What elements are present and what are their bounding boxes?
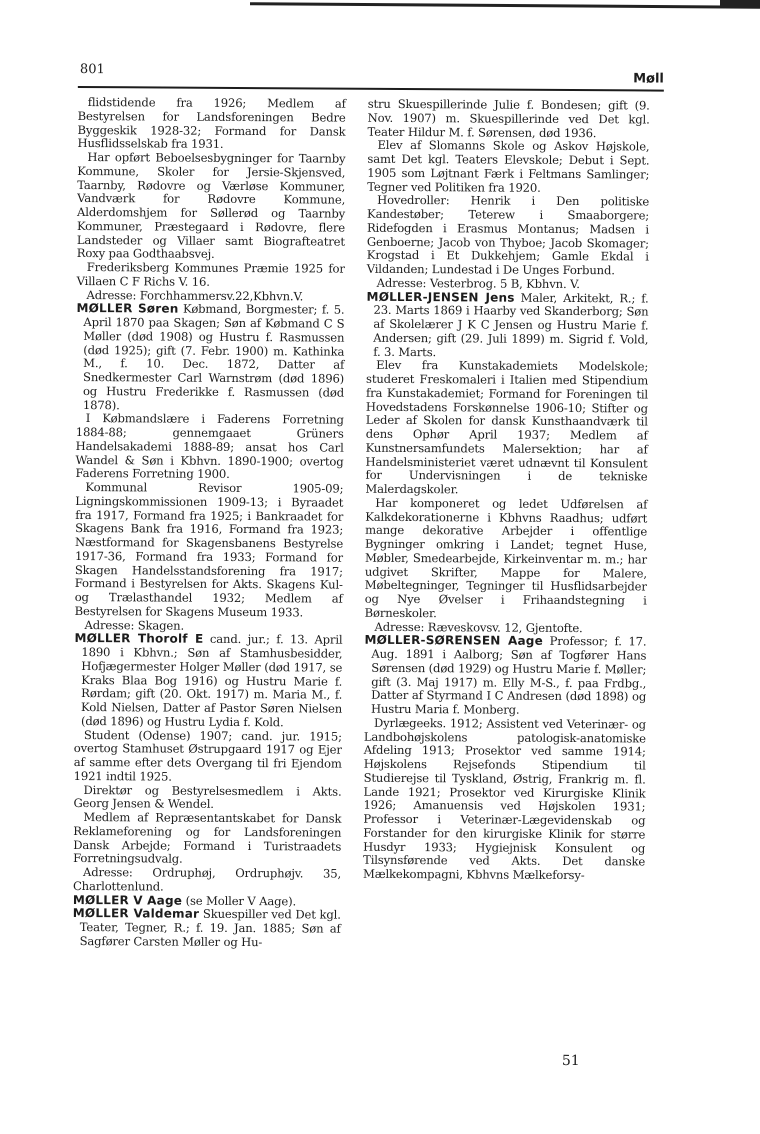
entry-paragraph: Frederiksberg Kommunes Præmie 1925 for Villaen C F Richs V. 16. [76, 260, 345, 289]
entry-paragraph: Medlem af Repræsentantskabet for Dansk Reklameforening og for Landsforeningen Dansk Arbejde; Formand i Turistraadets Forretningsudvalg. [73, 810, 342, 866]
scan-edge-mark [250, 2, 760, 9]
biography-entry [363, 634, 647, 883]
entry-intro: stru Skuespillerinde Julie f. Bondesen; gift (9. Nov. 1907) m. Skuespillerinde ved Det kgl. Teater Hildur M. f. Sørensen, død 1936. [367, 96, 650, 140]
entry-intro: Købmand, Borgmester; f. 5. April 1870 paa Skagen; Søn af Købmand C S Møller (død 1908) og Hustru f. Rasmussen (død 1925); gift (7. Febr. 1900) m. Kathinka M., f. 10. Dec. 1872, Datter af Snedkermester Carl Warnstrøm (død 1896) og Hustru Frederikke f. Rasmussen (død 1878). [82, 301, 345, 412]
scan-edge-mark [720, 0, 760, 7]
entry-first-line [366, 290, 648, 360]
entry-paragraph: Elev fra Kunstakademiets Modelskole; studeret Freskomaleri i Italien med Stipendium fra Kunstakademiet; Formand for Foreningen til Hovedstadens Forskønnelse 1906-10; Stifter og Leder af Skolen for dansk Kunsthaandværk til dens Ophør April 1937; Medlem af Kunstnersamfundets Malersektion; har af Handelsministeriet været udnævnt til Konsulent for Undervisningen i de tekniske Malerdagskoler. [365, 358, 649, 497]
entry-address: Adresse: Forchhammersv.22,Kbhvn.V. [86, 287, 304, 303]
entry-name: MØLLER Thorolf E [74, 631, 204, 647]
entry-name: MØLLER V Aage [72, 892, 183, 908]
entry-first-line [73, 907, 341, 950]
entry-paragraph: Kommunal Revisor 1905-09; Ligningskommissionen 1909-13; i Byraadet fra 1917, Formand fra 1925; i Bankraadet for Skagens Bank fra 1916, Formand fra 1923; Næstformand for Skagensbanens Bestyrelse 1917-36, Formand fra 1933; Formand for Skagen Handelsstandsforening fra 1917; Formand i Bestyrelsen for Akts. Skagens Kul- og Trælasthandel 1932; Medlem af Bestyrelsen for Skagens Museum 1933. [74, 480, 344, 620]
entry-address: Adresse: Vesterbrog. 5 B, Kbhvn. V. [376, 275, 580, 291]
entry-first-line [364, 634, 646, 718]
entry-intro: Skuespiller ved Det kgl. Teater, Tegner, R.; f. 19. Jan. 1885; Søn af Sagfører Carsten Møller og Hu- [79, 907, 341, 949]
page-number: 801 [79, 62, 105, 78]
biography-entry [73, 632, 343, 895]
dictionary-page [72, 62, 664, 1070]
right-column [363, 98, 650, 883]
entry-paragraph: Har komponeret og ledet Udførelsen af Kalkdekorationerne i Kbhvns Raadhus; udført mange dekorative Arbejder i offentlige Bygninger omkring i Landet; tegnet Huse, Møbler, Smedearbejde, Kirkeinventar m. m.; har udgivet Skrifter, Mappe for Malere, Møbeltegninger, Tegninger til Husflidsarbejder og Nye Øvelser i Frihaandstegning i Børneskoler. [364, 495, 648, 620]
biography-entry [73, 907, 341, 950]
entry-intro: cand. jur.; f. 13. April 1890 i Kbhvn.; Søn af Stamhusbesidder, Hofjægermester Holger Møller (død 1917, se Kraks Blaa Bog 1916) og Hustru Marie f. Rørdam; gift (20. Okt. 1917) m. Maria M., f. Kold Nielsen, Datter af Pastor Søren Nielsen (død 1896) og Hustru Lydia f. Kold. [80, 632, 343, 730]
entry-address: Adresse: Ordruphøj, Ordruphøjv. 35, Charlottenlund. [72, 865, 342, 894]
entry-paragraph: Elev af Slomanns Skole og Askov Højskole, samt Det kgl. Teaters Elevskole; Debut i Sept. 1905 som Løjtnant Færk i Feltmans Samlinger; Tegner ved Politiken fra 1920. [367, 138, 650, 195]
left-column [73, 96, 346, 950]
entry-first-line [76, 302, 345, 414]
entry-paragraph: Har opført Beboelsesbygninger for Taarnby Kommune, Skoler for Jersie-Skjensved, Taarnby, Rødovre og Værløse Kommuner, Vandværk for Rødovre Kommune, Alderdomshjem for Søllerød og Taarnby Kommuner, Præstegaard i Rødovre, flere Landsteder og Villaer samt Biografteatret Roxy paa Godthaabsvej. [76, 150, 346, 262]
entry-first-line [368, 98, 650, 141]
entry-intro: (se Moller V Aage). [185, 893, 297, 908]
entry-paragraph: Student (Odense) 1907; cand. jur. 1915; overtog Stamhuset Østrupgaard 1917 og Ejer af samme efter dets Overgang til fri Ejendom 1921 indtil 1925. [73, 727, 342, 784]
running-head: Møll [633, 71, 664, 87]
biography-entry [77, 96, 346, 304]
biography-entry [75, 302, 345, 634]
entry-paragraph: Hovedroller: Henrik i Den politiske Kandestøber; Teterew i Smaaborgere; Ridefogden i Erasmus Montanus; Madsen i Genboerne; Jacob von Thyboe; Jacob Skomager; Krogstad i Et Dukkehjem; Gamle Ekdal i Vildanden; Lundestad i De Unges Forbund. [366, 193, 650, 278]
entry-address: Adresse: Skagen. [84, 617, 185, 633]
entry-name: MØLLER-SØRENSEN Aage [364, 633, 543, 649]
entry-name: MØLLER Valdemar [72, 906, 200, 922]
entry-intro: Professor; f. 17. Aug. 1891 i Aalborg; Søn af Togfører Hans Sørensen (død 1929) og Hustru Marie f. Møller; gift (3. Maj 1917) m. Elly M-S., f. paa Frdbg., Datter af Styrmand I C Andresen (død 1898) og Hustru Maria f. Monberg. [371, 634, 647, 717]
entry-paragraph: I Købmandslære i Faderens Forretning 1884-88; gennemgaaet Grüners Handelsakademi 1888-89; ansat hos Carl Wandel & Søn i Kbhvn. 1890-1900; overtog Faderens Forretning 1900. [75, 411, 344, 482]
entry-paragraph: flidstidende fra 1926; Medlem af Bestyrelsen for Landsforeningen Bedre Byggeskik 1928-32; Formand for Dansk Husflidsselskab fra 1931. [77, 95, 346, 152]
biography-entry [367, 98, 650, 292]
biography-entry [365, 290, 649, 635]
header-rule [78, 86, 664, 92]
entry-paragraph: Direktør og Bestyrelsesmedlem i Akts. Georg Jensen & Wendel. [73, 782, 342, 812]
entry-name: MØLLER Søren [76, 301, 179, 316]
entry-intro: Maler, Arkitekt, R.; f. 23. Marts 1869 i Haarby ved Skanderborg; Søn af Skolelærer J K C Jensen og Hustru Marie f. Andersen; gift (29. Juli 1899) m. Sigrid f. Vold, f. 3. Marts. [373, 290, 649, 359]
entry-first-line [74, 632, 343, 730]
entry-paragraph: Dyrlægeeks. 1912; Assistent ved Veterinær- og Landbohøjskolens patologisk-anatomiske Afdeling 1913; Prosektor ved samme 1914; Højskolens Rejsefonds Stipendium til Studierejse til Tyskland, Østrig, Frankrig m. fl. Lande 1921; Prosektor ved Kirurgiske Klinik 1926; Amanuensis ved Højskolen 1931; Professor i Veterinær-Lægevidenskab og Forstander for den kirurgiske Klinik for større Husdyr 1933; Hygiejnisk Konsulent og Tilsynsførende ved Akts. Det danske Mælkekompagni, Kbhvns Mælkeforsy- [363, 715, 647, 883]
entry-address: Adresse: Ræveskovsv. 12, Gjentofte. [374, 619, 583, 635]
entry-name: MØLLER-JENSEN Jens [366, 289, 515, 305]
folio-number: 51 [561, 1052, 580, 1070]
